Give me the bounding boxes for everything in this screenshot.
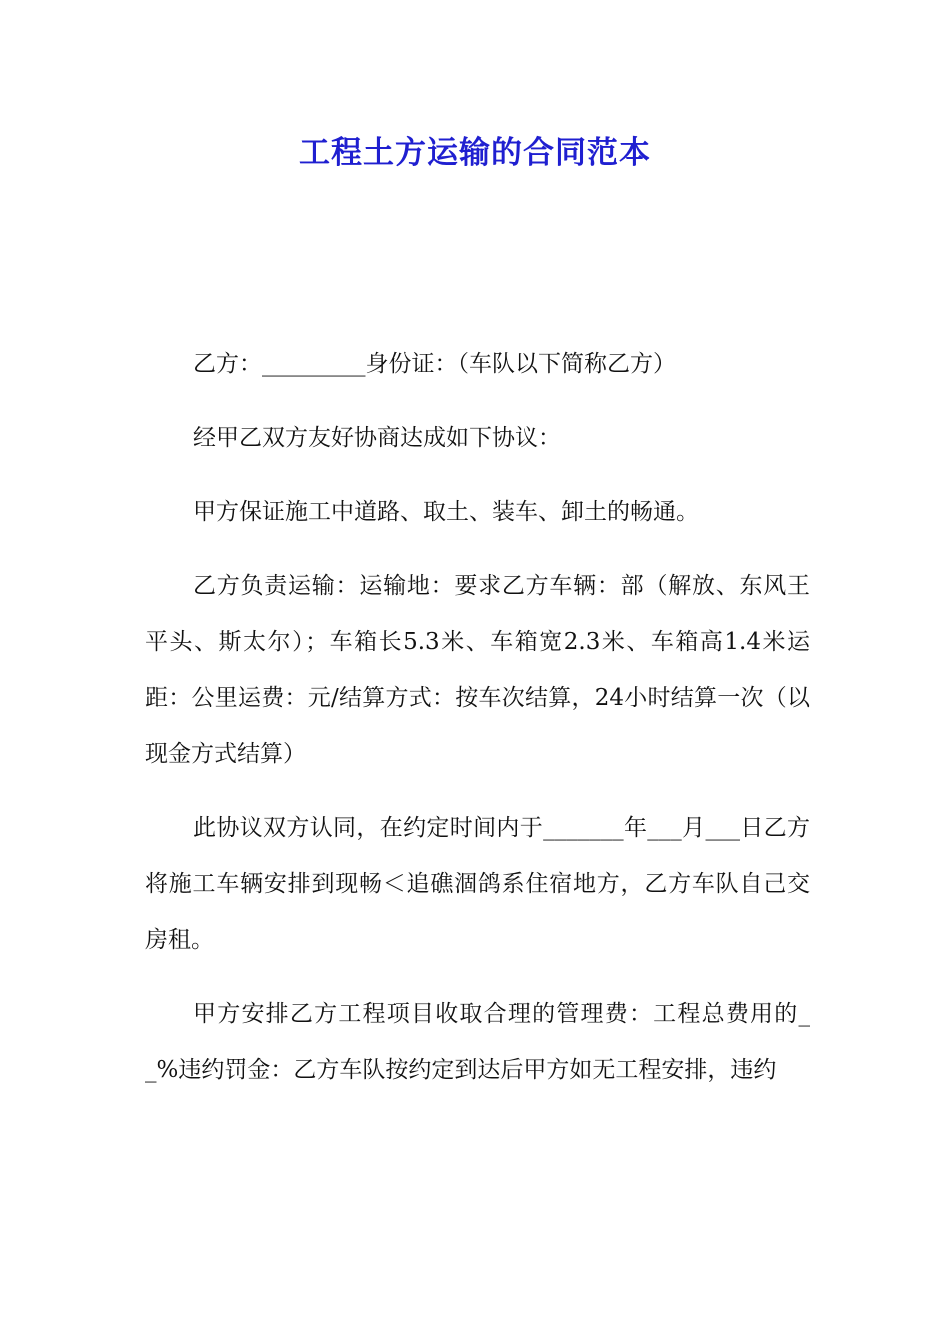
paragraph-party-b: 乙方：_________身份证：（车队以下简称乙方） bbox=[193, 351, 676, 377]
document-body bbox=[145, 336, 810, 1116]
paragraph-management-fee: 甲方安排乙方工程项目收取合理的管理费：工程总费用的__%违约罚金：乙方车队按约定到达后甲方如无工程安排，违约 bbox=[145, 1001, 810, 1083]
paragraph-arrival-date: 此协议双方认同，在约定时间内于_______年___月___日乙方将施工车辆安排到现畅＜追礁涸鸽系住宿地方，乙方车队自己交房租。 bbox=[145, 815, 810, 953]
paragraph-transport-terms: 乙方负责运输：运输地：要求乙方车辆：部（解放、东风王平头、斯太尔）；车箱长5.3米、车箱宽2.3米、车箱高1.4米运距：公里运费：元/结算方式：按车次结算，24小时结算一次（以现金方式结算） bbox=[145, 573, 810, 767]
paragraph-agreement-intro: 经甲乙双方友好协商达成如下协议： bbox=[193, 425, 561, 451]
document-title: 工程土方运输的合同范本 bbox=[299, 135, 651, 171]
paragraph-party-a-guarantee: 甲方保证施工中道路、取土、装车、卸土的畅通。 bbox=[193, 499, 699, 525]
